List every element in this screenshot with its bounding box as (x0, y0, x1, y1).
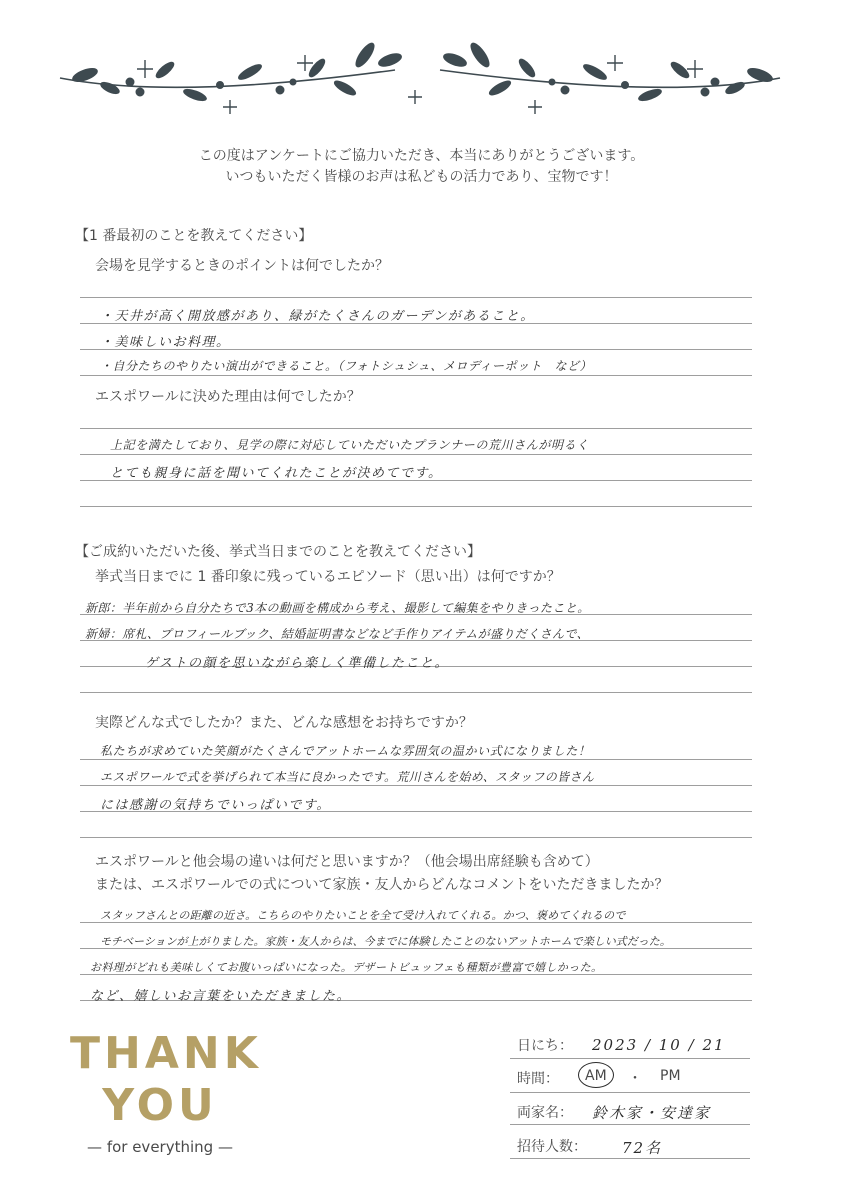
section-1-question-1: 会場を見学するときのポイントは何でしたか？ (95, 258, 389, 274)
answer-rule (80, 692, 752, 693)
handwritten-answer-line: ・美味しいお料理。 (100, 335, 231, 350)
date-label: 日にち： (517, 1038, 573, 1054)
time-separator: ・ (628, 1071, 642, 1087)
handwritten-answer-line: 上記を満たしており、見学の際に対応していただいたプランナーの荒川さんが明るく (110, 438, 589, 452)
pm-option: PM (660, 1068, 681, 1084)
families-value: 鈴木家・安達家 (592, 1104, 712, 1122)
answer-rule (80, 428, 752, 429)
handwritten-answer-line: には感謝の気持ちでいっぱいです。 (100, 798, 331, 813)
handwritten-answer-line: モチベーションが上がりました。家族・友人からは、今までに体験したことのないアットホームで楽しい式だった。 (100, 935, 671, 948)
handwritten-answer-line: 新婦：席札、プロフィールブック、結婚証明書などなど手作りアイテムが盛りだくさんで、 (85, 627, 589, 641)
footer-rule (510, 1158, 750, 1159)
answer-rule (80, 454, 752, 455)
handwritten-answer-line: お料理がどれも美味しくてお腹いっぱいになった。デザートビュッフェも種類が豊富で嬉しかった。 (90, 961, 603, 974)
guests-value: 72名 (622, 1139, 663, 1157)
section-3-question-1: 実際どんな式でしたか？また、どんな感想をお持ちですか？ (95, 715, 473, 731)
handwritten-answer-line: ・自分たちのやりたい演出ができること。（フォトシュシュ、メロディーポット など） (100, 359, 592, 373)
am-option: AM (585, 1068, 607, 1084)
section-2-heading: 【ご成約いただいた後、挙式当日までのことを教えてください】 (75, 544, 481, 560)
thank-you-logo-line-1: THANK (70, 1028, 262, 1079)
handwritten-answer-line: とても親身に話を聞いてくれたことが決めてです。 (110, 466, 443, 481)
footer-rule (510, 1058, 750, 1059)
handwritten-answer-line: 私たちが求めていた笑顔がたくさんでアットホームな雰囲気の温かい式になりました！ (100, 744, 591, 758)
floral-garland-decoration (55, 40, 785, 120)
footer-rule (510, 1092, 750, 1093)
answer-rule (80, 759, 752, 760)
intro-line-2: いつもいただく皆様のお声は私どもの活力であり、宝物です！ (225, 169, 618, 185)
thank-you-tagline: — for everything — (87, 1138, 233, 1156)
answer-rule (80, 297, 752, 298)
handwritten-answer-line: ゲストの顔を思いながら楽しく準備したこと。 (145, 656, 449, 671)
answer-rule (80, 785, 752, 786)
section-1-heading: 【1 番最初のことを教えてください】 (75, 228, 313, 244)
handwritten-answer-line: ・天井が高く開放感があり、緑がたくさんのガーデンがあること。 (100, 309, 535, 324)
handwritten-answer-line: など、嬉しいお言葉をいただきました。 (90, 989, 352, 1004)
handwritten-answer-line: 新郎：半年前から自分たちで3本の動画を構成から考え、撮影して編集をやりきったこと。 (85, 601, 590, 615)
answer-rule (80, 375, 752, 376)
section-3-question-2b: または、エスポワールでの式について家族・友人からどんなコメントをいただきましたか？ (95, 877, 669, 893)
section-3-question-2a: エスポワールと他会場の違いは何だと思いますか？（他会場出席経験も含めて） (95, 854, 599, 870)
time-label: 時間： (517, 1071, 559, 1087)
section-2-question-1: 挙式当日までに 1 番印象に残っているエピソード（思い出）は何ですか？ (95, 569, 561, 585)
handwritten-answer-line: スタッフさんとの距離の近さ。こちらのやりたいことを全て受け入れてくれる。かつ、褒めてくれるので (100, 909, 626, 922)
answer-rule (80, 837, 752, 838)
footer-rule (510, 1124, 750, 1125)
intro-line-1: この度はアンケートにご協力いただき、本当にありがとうございます。 (198, 148, 645, 164)
answer-rule (80, 506, 752, 507)
guests-label: 招待人数： (517, 1139, 587, 1155)
section-1-question-2: エスポワールに決めた理由は何でしたか？ (95, 389, 361, 405)
handwritten-answer-line: エスポワールで式を挙げられて本当に良かったです。荒川さんを始め、スタッフの皆さん (100, 770, 595, 784)
thank-you-logo-line-2: YOU (102, 1080, 218, 1131)
date-value: 2023 / 10 / 21 (592, 1036, 726, 1054)
families-label: 両家名： (517, 1105, 573, 1121)
